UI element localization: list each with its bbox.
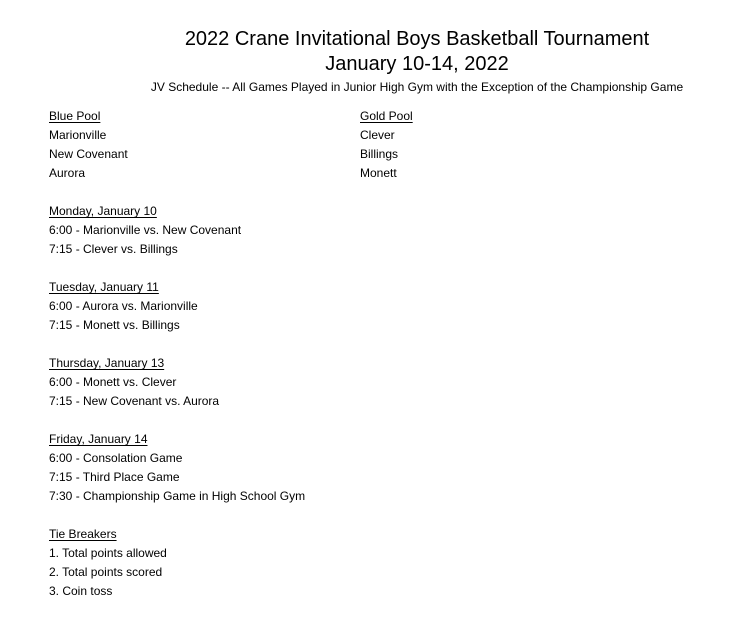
schedule-game: 7:15 - Clever vs. Billings: [49, 242, 178, 256]
schedule-day-heading: Friday, January 14: [49, 432, 148, 446]
tie-breakers-section: [49, 525, 305, 601]
schedule-game: 7:30 - Championship Game in High School Gym: [49, 489, 306, 503]
blue-pool-team: Marionville: [49, 128, 107, 142]
schedule-day-section: [49, 202, 305, 259]
gold-pool-team: Clever: [360, 128, 395, 142]
schedule-game: 6:00 - Consolation Game: [49, 451, 183, 465]
schedule-game: 6:00 - Monett vs. Clever: [49, 375, 177, 389]
blue-pool-section: [49, 107, 305, 183]
schedule-day-section: [49, 430, 305, 506]
gold-pool-team: Monett: [360, 166, 397, 180]
schedule-game: 6:00 - Marionville vs. New Covenant: [49, 223, 242, 237]
blue-pool-team: Aurora: [49, 166, 86, 180]
tie-breakers-heading: Tie Breakers: [49, 527, 117, 541]
schedule-day-heading: Monday, January 10: [49, 204, 157, 218]
schedule-day-heading: Tuesday, January 11: [49, 280, 159, 294]
page-title: 2022 Crane Invitational Boys Basketball Tournament: [184, 28, 650, 50]
left-column: [49, 107, 305, 601]
gold-pool-heading: Gold Pool: [360, 109, 413, 123]
page-subtitle: [0, 79, 744, 95]
schedule-game: 7:15 - Third Place Game: [49, 470, 180, 484]
tie-breaker-item: 2. Total points scored: [49, 565, 163, 579]
gold-pool-section: [360, 107, 413, 183]
blue-pool-team: New Covenant: [49, 147, 128, 161]
schedule-day-section: [49, 354, 305, 411]
tie-breaker-item: 3. Coin toss: [49, 584, 113, 598]
gold-pool-team: Billings: [360, 147, 399, 161]
schedule-day-heading: Thursday, January 13: [49, 356, 165, 370]
subtitle-text: JV Schedule -- All Games Played in Junior High Gym with the Exception of the Championship Game: [150, 80, 684, 94]
schedule-game: 6:00 - Aurora vs. Marionville: [49, 299, 198, 313]
tie-breaker-item: 1. Total points allowed: [49, 546, 167, 560]
right-column: [360, 107, 413, 183]
page-title-dates: January 10-14, 2022: [325, 53, 509, 75]
schedule-game: 7:15 - New Covenant vs. Aurora: [49, 394, 220, 408]
schedule-game: 7:15 - Monett vs. Billings: [49, 318, 180, 332]
blue-pool-heading: Blue Pool: [49, 109, 101, 123]
schedule-day-section: [49, 278, 305, 335]
